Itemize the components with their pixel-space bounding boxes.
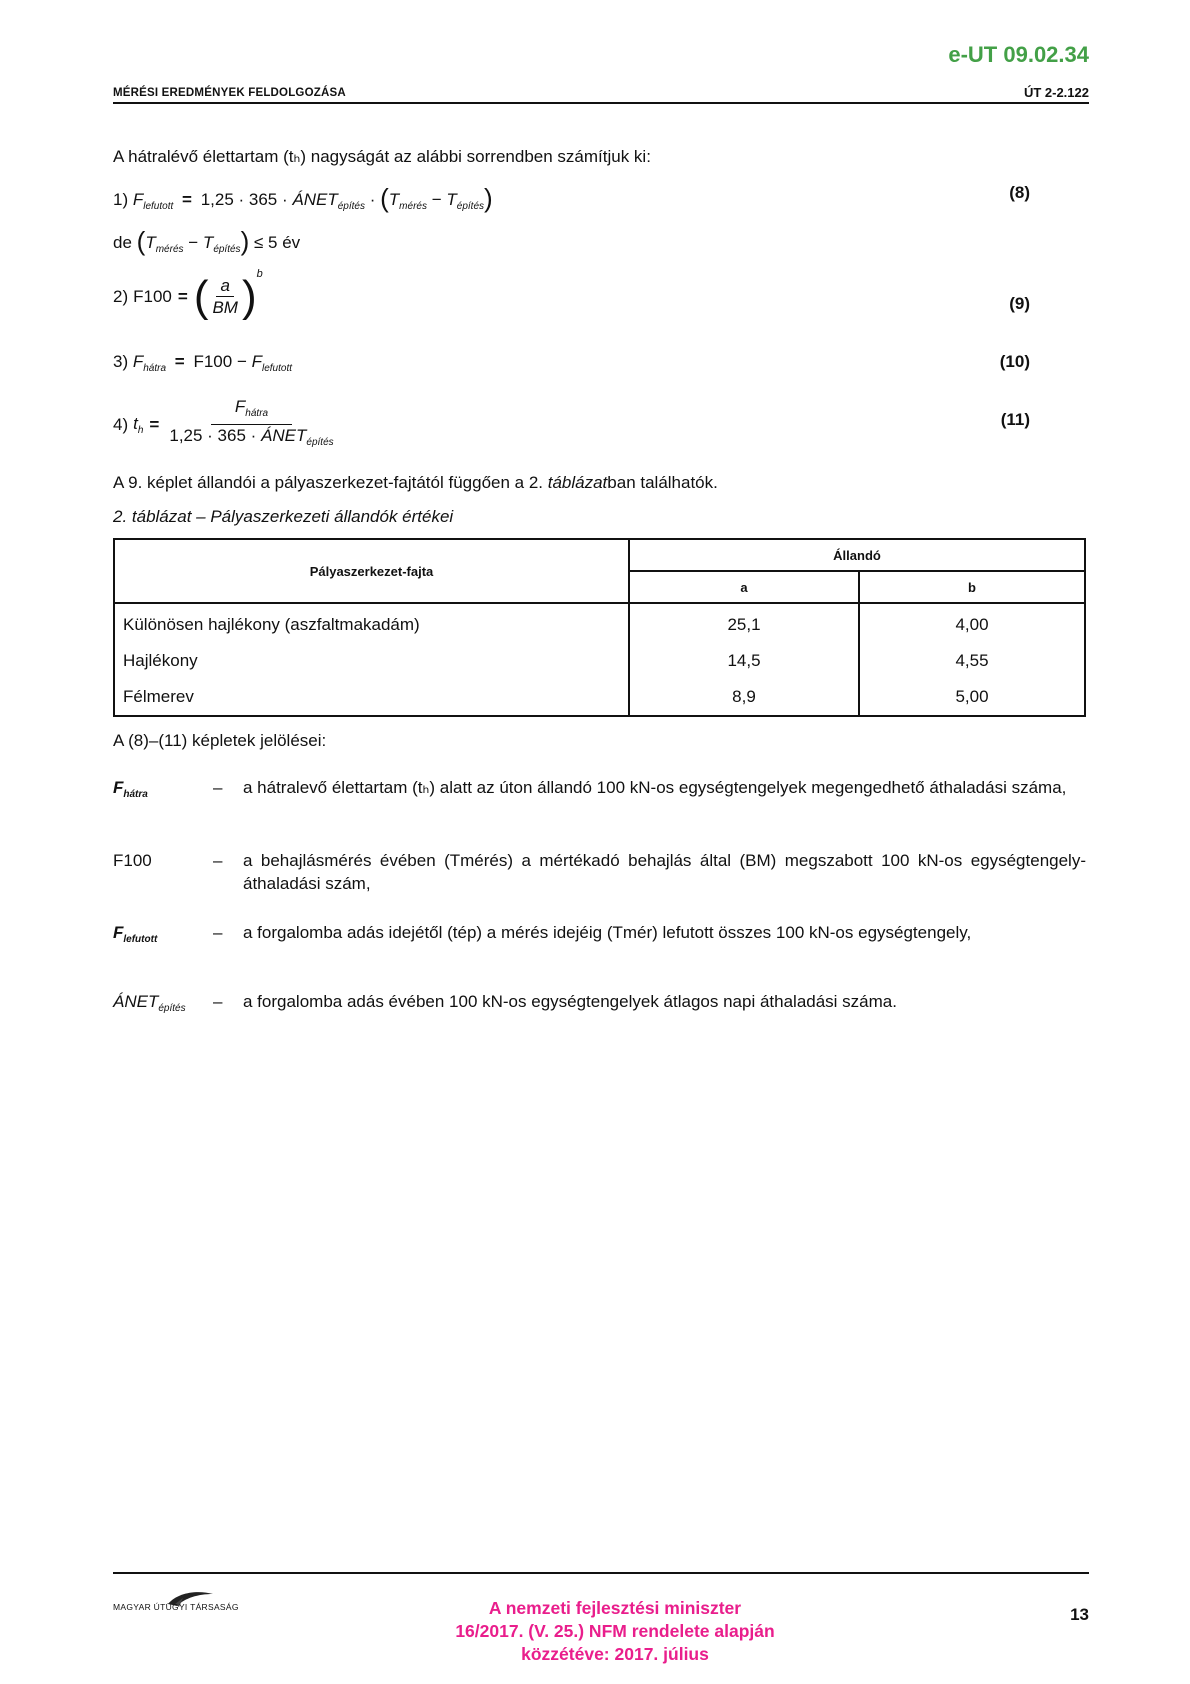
society-logo-text: MAGYAR ÚTÜGYI TÁRSASÁG bbox=[113, 1602, 239, 1612]
equation-number-8: (8) bbox=[1009, 183, 1030, 202]
table-row bbox=[114, 643, 1085, 679]
constant-a-cell: 8,9 bbox=[629, 679, 859, 716]
constant-a-cell: 25,1 bbox=[629, 603, 859, 643]
definition-text: a forgalomba adás évében 100 kN-os egységtengelyek átlagos napi áthaladási száma. bbox=[243, 992, 897, 1011]
definition-text: a behajlásmérés évében (Tmérés) a mértékadó behajlás által (BM) megszabott 100 kN-os egységtengely-áthaladási szám, bbox=[243, 851, 1086, 893]
definition-symbol: F100 bbox=[113, 851, 152, 870]
symbol-anet: $ÁNET_{építés}$ bbox=[292, 190, 365, 212]
pavement-type-cell: Hajlékony bbox=[114, 643, 629, 679]
equation-10: 3) $F_{hátra} = F100 - F_{lefutott}$ bbox=[113, 352, 293, 374]
column-header-a: a bbox=[629, 571, 859, 603]
definition-text: a hátralevő élettartam (tₕ) alatt az úton állandó 100 kN-os egységtengelyek megengedhető áthaladási száma, bbox=[243, 778, 1067, 797]
standard-reference: ÚT 2-2.122 bbox=[1023, 85, 1089, 100]
intro-paragraph: A hátralévő élettartam (tₕ) nagyságát az alábbi sorrendben számítjuk ki: bbox=[113, 147, 651, 166]
column-header-constant: Állandó bbox=[629, 539, 1085, 571]
constant-b-cell: 4,00 bbox=[859, 603, 1085, 643]
equation-9: 2) F100 = ( $\frac{a}{BM}$ ) b bbox=[113, 268, 263, 321]
symbol-t-meres: $T_{mérés}$ bbox=[388, 190, 427, 212]
page-number: 13 bbox=[1070, 1605, 1089, 1624]
exponent-b: b bbox=[256, 268, 263, 280]
pavement-type-cell: Félmerev bbox=[114, 679, 629, 716]
symbol-t-epites: $T_{építés}$ bbox=[446, 190, 485, 212]
header-divider bbox=[113, 102, 1089, 104]
equals-sign: = bbox=[182, 190, 192, 209]
constant-b-cell: 4,55 bbox=[859, 643, 1085, 679]
table-reference-sentence: A 9. képlet állandói a pályaszerkezet-fajtától függően a 2. táblázatban találhatók. bbox=[113, 473, 718, 492]
equation-label: 3) bbox=[113, 352, 129, 371]
table-caption: 2. táblázat – Pályaszerkezeti állandók értékei bbox=[113, 507, 454, 526]
equation-number-11: (11) bbox=[1000, 410, 1030, 429]
footer-divider bbox=[113, 1572, 1089, 1574]
symbol-f100: F100 bbox=[133, 286, 172, 306]
coefficient: 1,25 · 365 · bbox=[200, 190, 288, 209]
constant-a-cell: 14,5 bbox=[629, 643, 859, 679]
definition-symbol: $F_{lefutott}$ bbox=[113, 923, 158, 945]
equation-label: 1) bbox=[113, 190, 129, 209]
definition-symbol: $ÁNET_{építés}$ bbox=[113, 992, 186, 1014]
equation-number-10: (10) bbox=[999, 352, 1030, 371]
fraction-a-over-bm: $\frac{a}{BM}$ bbox=[212, 276, 238, 317]
notation-intro: A (8)–(11) képletek jelölései: bbox=[113, 731, 327, 750]
document-code: e-UT 09.02.34 bbox=[948, 42, 1089, 67]
table-row bbox=[114, 603, 1085, 643]
definition-text: a forgalomba adás idejétől (tép) a mérés idejéig (Tmér) lefutott összes 100 kN-os egységtengely, bbox=[243, 923, 972, 942]
constants-table bbox=[113, 538, 1086, 717]
equation-11: 4) $t_h$ = $\frac{F_{hátra}}{1,25 \cdot 365 \cdot ÁNET_{építés}}$ bbox=[113, 397, 338, 452]
equation-8: 1) $F_{lefutott} = 1,25 \cdot 365$ · $ÁNET_{építés} \cdot (T_{mérés} - T_{építés})$ bbox=[113, 183, 493, 213]
column-header-pavement-type: Pályaszerkezet-fajta bbox=[114, 539, 629, 603]
section-title: MÉRÉSI EREDMÉNYEK FELDOLGOZÁSA bbox=[113, 87, 346, 99]
definition-symbol: $F_{hátra}$ bbox=[113, 778, 148, 800]
symbol-f-lefutott: $F_{lefutott}$ bbox=[132, 190, 174, 212]
column-header-b: b bbox=[859, 571, 1085, 603]
publication-note: A nemzeti fejlesztési miniszter 16/2017. (V. 25.) NFM rendelete alapján közzétéve: 2017. július bbox=[455, 1598, 775, 1664]
fraction-remaining-life: $\frac{F_{hátra}}{1,25 \cdot 365 \cdot ÁNET_{építés}}$ bbox=[169, 397, 334, 448]
equation-label: 4) bbox=[113, 414, 129, 434]
constant-b-cell: 5,00 bbox=[859, 679, 1085, 716]
equation-number-9: (9) bbox=[1009, 294, 1030, 313]
pavement-type-cell: Különösen hajlékony (aszfaltmakadám) bbox=[114, 603, 629, 643]
table-row bbox=[114, 679, 1085, 716]
constraint-line: de $(T_{mérés} - T_{építés}) \le 5$ év bbox=[113, 226, 301, 256]
equation-label: 2) bbox=[113, 286, 129, 306]
